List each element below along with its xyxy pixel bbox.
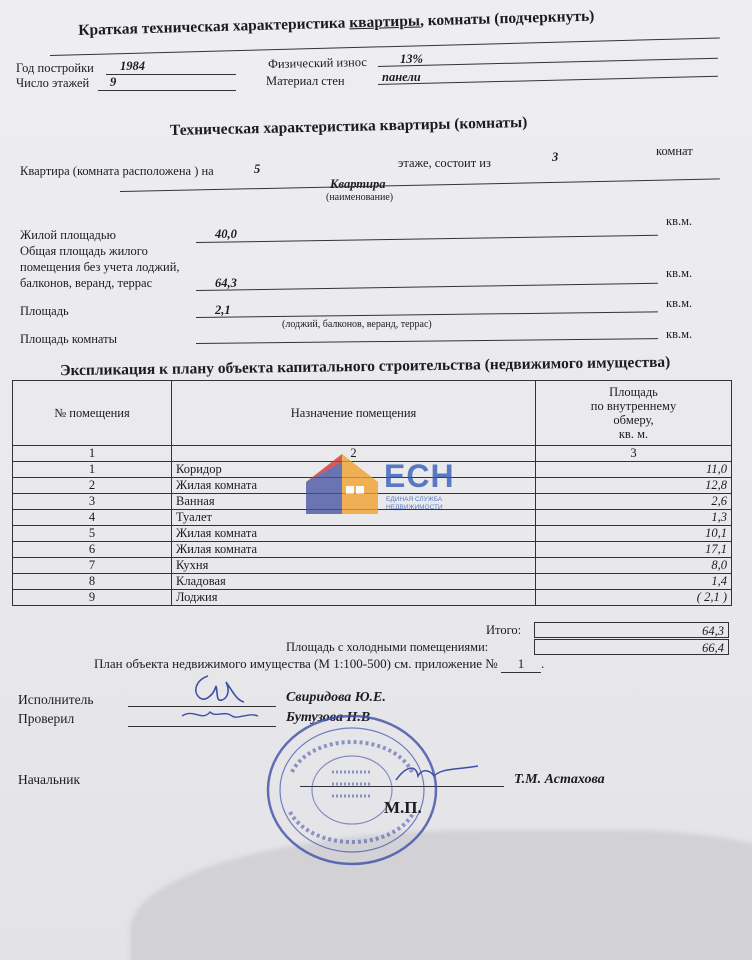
- walls-value: панели: [382, 70, 421, 84]
- living-label: Жилой площадью: [20, 228, 116, 242]
- executor-label: Исполнитель: [18, 692, 94, 707]
- rule: [196, 311, 658, 318]
- floor-suffix: этаже, состоит из: [398, 156, 491, 170]
- row-number: 2: [13, 478, 172, 494]
- row-number: 1: [13, 462, 172, 478]
- year-label: Год постройки: [16, 61, 94, 75]
- rule: [196, 338, 658, 344]
- floors-value: 9: [110, 75, 117, 89]
- name-caption: (наименование): [326, 192, 394, 203]
- rooms-suffix: комнат: [656, 144, 693, 158]
- total-label-line3: балконов, веранд, террас: [20, 276, 153, 290]
- house-logo-icon: [302, 452, 382, 516]
- title-underlined: квартиры: [349, 12, 421, 32]
- cold-area-value: 66,4: [534, 639, 729, 655]
- row-number: 3: [13, 494, 172, 510]
- rule: [106, 74, 236, 75]
- total-label: Итого:: [486, 623, 522, 637]
- row-area: ( 2,1 ): [536, 590, 732, 606]
- row-number: 8: [13, 574, 172, 590]
- rule: [196, 283, 658, 291]
- unit-label: кв.м.: [666, 296, 693, 310]
- name-value: Квартира: [330, 177, 386, 191]
- row-purpose: Кладовая: [172, 574, 536, 590]
- table-row: [13, 574, 732, 590]
- wear-label: Физический износ: [267, 54, 368, 72]
- located-label: Квартира (комната расположена ) на: [20, 164, 214, 178]
- col-purpose-header: Назначение помещения: [172, 381, 536, 446]
- row-purpose: Жилая комната: [172, 542, 536, 558]
- checker-name: Бутузова Н.В: [286, 710, 371, 725]
- unit-label: кв.м.: [666, 327, 693, 341]
- floor-value: 5: [254, 162, 261, 176]
- table-row: [13, 558, 732, 574]
- row-purpose: Лоджия: [172, 590, 536, 606]
- total-value: 64,3: [215, 276, 237, 290]
- plan-reference: План объекта недвижимого имущества (М 1:100-500) см. приложение № 1 .: [94, 656, 545, 671]
- chief-name: Т.М. Астахова: [514, 772, 605, 787]
- esn-brand: ЕСН: [384, 458, 455, 494]
- table-row: [13, 542, 732, 558]
- rule: [378, 76, 718, 85]
- rule: [120, 178, 720, 192]
- esn-line2: НЕДВИЖИМОСТИ: [386, 504, 443, 511]
- wear-value: 13%: [400, 52, 423, 66]
- row-area: 8,0: [536, 558, 732, 574]
- executor-name: Свиридова Ю.Е.: [286, 690, 386, 705]
- rule: [378, 58, 718, 67]
- living-value: 40,0: [215, 227, 237, 241]
- table-row: [13, 526, 732, 542]
- row-area: 1,3: [536, 510, 732, 526]
- row-purpose: Туалет: [172, 510, 536, 526]
- row-number: 7: [13, 558, 172, 574]
- unit-label: кв.м.: [666, 266, 693, 280]
- total-label-line1: Общая площадь жилого: [20, 244, 148, 258]
- checked-label: Проверил: [18, 711, 75, 726]
- checker-signature-icon: [180, 704, 260, 726]
- rule: [196, 235, 658, 243]
- room-area-label: Площадь комнаты: [20, 332, 118, 346]
- title-text: Краткая техническая характеристика: [78, 14, 346, 39]
- column-number: 1: [13, 446, 172, 462]
- row-area: 17,1: [536, 542, 732, 558]
- col-number-header: № помещения: [13, 381, 172, 446]
- row-area: 11,0: [536, 462, 732, 478]
- year-value: 1984: [120, 59, 145, 73]
- rule: [98, 90, 236, 91]
- area-header-line3: обмеру,: [613, 413, 654, 427]
- area-value: 2,1: [215, 303, 231, 317]
- apartment-title: Техническая характеристика квартиры (комнаты): [169, 113, 528, 140]
- walls-label: Материал стен: [266, 74, 345, 88]
- esn-line1: ЕДИНАЯ СЛУЖБА: [386, 496, 443, 503]
- area-header-line4: кв. м.: [618, 427, 649, 441]
- column-number: 3: [536, 446, 732, 462]
- executor-signature-icon: [186, 672, 246, 708]
- rule: [128, 726, 276, 727]
- row-area: 1,4: [536, 574, 732, 590]
- total-value: 64,3: [534, 622, 729, 638]
- row-area: 10,1: [536, 526, 732, 542]
- official-stamp-icon: [262, 712, 442, 867]
- area-header-line2: по внутреннему: [590, 399, 677, 413]
- table-row: [13, 590, 732, 606]
- unit-label: кв.м.: [666, 214, 693, 228]
- row-purpose: Жилая комната: [172, 526, 536, 542]
- rule: [50, 37, 720, 56]
- title-suffix: , комнаты (подчеркнуть): [419, 7, 595, 30]
- explication-title: Экспликация к плану объекта капитального строительства (недвижимого имущества): [59, 353, 671, 380]
- area-header-line1: Площадь: [609, 385, 658, 399]
- row-number: 4: [13, 510, 172, 526]
- total-label-line2: помещения без учета лоджий,: [20, 260, 180, 274]
- row-number: 6: [13, 542, 172, 558]
- row-purpose: Ванная: [172, 494, 536, 510]
- doc-title: [78, 8, 595, 40]
- floors-label: Число этажей: [16, 76, 90, 90]
- row-purpose: Коридор: [172, 462, 536, 478]
- col-area-header: [536, 381, 732, 446]
- area-caption: (лоджий, балконов, веранд, террас): [282, 319, 432, 330]
- area-label: Площадь: [20, 304, 69, 318]
- row-area: 2,6: [536, 494, 732, 510]
- esn-watermark: [302, 452, 462, 516]
- plan-number: 1: [501, 656, 541, 673]
- column-number: 2: [172, 446, 536, 462]
- cold-area-label: Площадь с холодными помещениями:: [286, 640, 489, 654]
- row-number: 5: [13, 526, 172, 542]
- chief-label: Начальник: [18, 772, 81, 787]
- row-number: 9: [13, 590, 172, 606]
- seal-label: М.П.: [384, 798, 422, 817]
- row-area: 12,8: [536, 478, 732, 494]
- row-purpose: Кухня: [172, 558, 536, 574]
- plan-text: План объекта недвижимого имущества (М 1:100-500) см. приложение №: [94, 656, 498, 671]
- rooms-value: 3: [552, 150, 559, 164]
- row-purpose: Жилая комната: [172, 478, 536, 494]
